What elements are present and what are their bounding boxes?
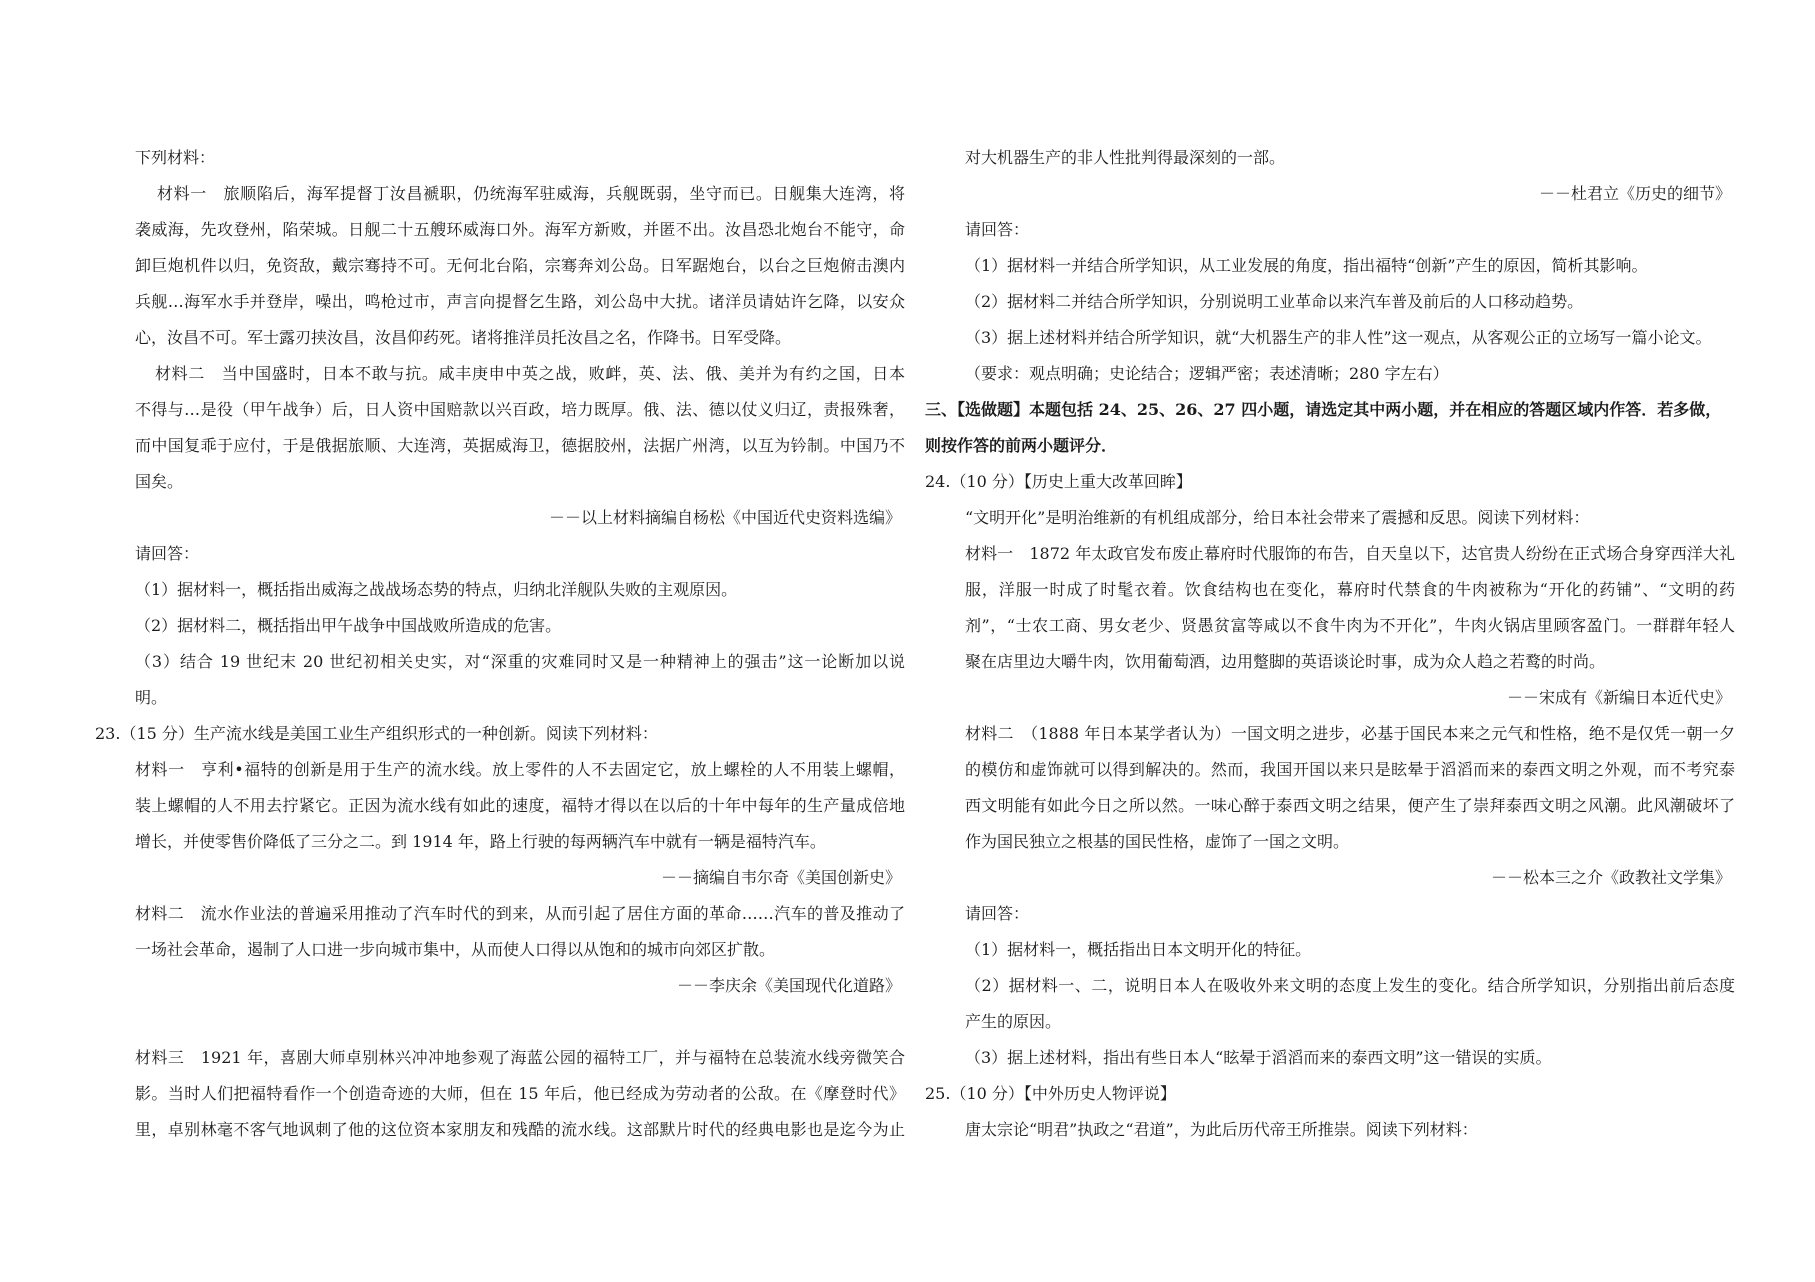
question-prompt: 请回答：: [965, 220, 1030, 239]
text-line: 一场社会革命，遏制了人口进一步向城市集中，从而使人口得以从饱和的城市向郊区扩散。: [135, 940, 776, 959]
spacer: [95, 1004, 905, 1040]
text-line: 兵舰…海军水手并登岸，噪出，鸣枪过市，声言向提督乞生路，刘公岛中大扰。诸洋员请姑许乞降，以安众: [135, 292, 905, 311]
question-2: （2）据材料二并结合所学知识，分别说明工业革命以来汽车普及前后的人口移动趋势。: [965, 292, 1584, 311]
text-line: 剂”，“士农工商、男女老少、贤愚贫富等咸以不食牛肉为不开化”，牛肉火锅店里顾客盈门。一群群年轻人: [965, 616, 1735, 635]
question-prompt: 请回答：: [135, 544, 200, 563]
question-24-heading: 24.（10 分）【历史上重大改革回眸】: [925, 472, 1192, 491]
question-23-heading: 23.（15 分）生产流水线是美国工业生产组织形式的一种创新。阅读下列材料：: [95, 724, 658, 743]
question-3: （3）结合 19 世纪末 20 世纪初相关史实，对“深重的灾难同时又是一种精神上的强击”这一论断加以说: [135, 652, 905, 671]
text-line: 西文明能有如此今日之所以然。一味心醉于泰西文明之结果，便产生了崇拜泰西文明之风潮。此风潮破坏了: [965, 796, 1735, 815]
source-citation: －－摘编自韦尔奇《美国创新史》: [660, 868, 901, 887]
material-1-line: 材料一 旅顺陷后，海军提督丁汝昌褫职，仍统海军驻威海，兵舰既弱，坐守而已。日舰集大连湾，将: [157, 184, 905, 203]
question-1: （1）据材料一，概括指出威海之战战场态势的特点，归纳北洋舰队失败的主观原因。: [135, 580, 738, 599]
text-line: 袭威海，先攻登州，陷荣城。日舰二十五艘环威海口外。海军方新败，并匿不出。汝昌恐北炮台不能守，命: [135, 220, 905, 239]
text-line: 不得与…是役（甲午战争）后，日人资中国赔款以兴百政，培力既厚。俄、法、德以仗义归辽，责报殊奢，: [135, 400, 905, 419]
essay-requirements: （要求：观点明确；史论结合；逻辑严密；表述清晰；280 字左右）: [965, 364, 1449, 383]
material-2-line: 材料二 流水作业法的普遍采用推动了汽车时代的到来，从而引起了居住方面的革命……汽车的普及推动了: [135, 904, 905, 923]
material-1-line: 材料一 1872 年太政官发布废止幕府时代服饰的布告，自天皇以下，达官贵人纷纷在正式场合身穿西洋大礼: [965, 544, 1735, 563]
text-line: 装上螺帽的人不用去拧紧它。正因为流水线有如此的速度，福特才得以在以后的十年中每年的生产量成倍地: [135, 796, 905, 815]
section-3-heading-cont: 则按作答的前两小题评分．: [925, 436, 1118, 455]
material-2-line: 材料二 （1888 年日本某学者认为）一国文明之进步，必基于国民本来之元气和性格，绝不是仅凭一朝一夕: [965, 724, 1735, 743]
question-2: （2）据材料一、二，说明日本人在吸收外来文明的态度上发生的变化。结合所学知识，分别指出前后态度: [965, 976, 1735, 995]
question-1: （1）据材料一，概括指出日本文明开化的特征。: [965, 940, 1312, 959]
text-line: 聚在店里边大嚼牛肉，饮用葡萄酒，边用蹩脚的英语谈论时事，成为众人趋之若鹜的时尚。: [965, 652, 1606, 671]
source-citation: －－松本三之介《政教社文学集》: [1490, 868, 1731, 887]
question-3: （3）据上述材料并结合所学知识，就“大机器生产的非人性”这一观点，从客观公正的立场写一篇小论文。: [965, 328, 1712, 347]
question-3: （3）据上述材料，指出有些日本人“眩晕于滔滔而来的泰西文明”这一错误的实质。: [965, 1048, 1552, 1067]
intro-line: 唐太宗论“明君”执政之“君道”，为此后历代帝王所推崇。阅读下列材料：: [965, 1120, 1478, 1139]
text-line: 产生的原因。: [965, 1012, 1062, 1031]
right-column: [925, 140, 1735, 1148]
question-25-heading: 25.（10 分）【中外历史人物评说】: [925, 1084, 1176, 1103]
text-line: 的模仿和虚饰就可以得到解决的。然而，我国开国以来只是眩晕于滔滔而来的泰西文明之外观，而不考究泰: [965, 760, 1735, 779]
text-line: 里，卓别林毫不客气地讽刺了他的这位资本家朋友和残酷的流水线。这部默片时代的经典电影也是迄今为止: [135, 1120, 905, 1139]
material-3-line: 材料三 1921 年，喜剧大师卓别林兴冲冲地参观了海蓝公园的福特工厂，并与福特在总装流水线旁微笑合: [135, 1048, 905, 1067]
text-line: 影。当时人们把福特看作一个创造奇迹的大师，但在 15 年后，他已经成为劳动者的公敌。在《摩登时代》: [135, 1084, 905, 1103]
text-line: 对大机器生产的非人性批判得最深刻的一部。: [965, 148, 1286, 167]
source-citation: －－李庆余《美国现代化道路》: [676, 976, 901, 995]
question-2: （2）据材料二，概括指出甲午战争中国战败所造成的危害。: [135, 616, 562, 635]
material-1-line: 材料一 亨利•福特的创新是用于生产的流水线。放上零件的人不去固定它，放上螺栓的人不用装上螺帽，: [135, 760, 905, 779]
text-line: 而中国复乖于应付，于是俄据旅顺、大连湾，英据威海卫，德据胶州，法据广州湾，以互为钤制。中国乃不: [135, 436, 905, 455]
intro-line: “文明开化”是明治维新的有机组成部分，给日本社会带来了震撼和反思。阅读下列材料：: [965, 508, 1590, 527]
question-prompt: 请回答：: [965, 904, 1030, 923]
source-citation: －－杜君立《历史的细节》: [1538, 184, 1731, 203]
text-line: 下列材料：: [135, 148, 216, 167]
text-line: 服，洋服一时成了时髦衣着。饮食结构也在变化，幕府时代禁食的牛肉被称为“开化的药铺”、“文明的药: [965, 580, 1735, 599]
question-1: （1）据材料一并结合所学知识，从工业发展的角度，指出福特“创新”产生的原因，简析其影响。: [965, 256, 1648, 275]
left-column: [95, 140, 905, 1148]
source-citation: －－宋成有《新编日本近代史》: [1506, 688, 1731, 707]
section-3-heading: 三、【选做题】本题包括 24、25、26、27 四小题，请选定其中两小题，并在相应的答题区域内作答．若多做，: [925, 400, 1722, 419]
material-2-line: 材料二 当中国盛时，日本不敢与抗。咸丰庚申中英之战，败衅，英、法、俄、美并为有约之国，日本: [155, 364, 905, 383]
text-line: 国矣。: [135, 472, 184, 491]
text-line: 心，汝昌不可。军士露刃挟汝昌，汝昌仰药死。诸将推洋员托汝昌之名，作降书。日军受降。: [135, 328, 792, 347]
text-line: 作为国民独立之根基的国民性格，虚饰了一国之文明。: [965, 832, 1350, 851]
source-citation: －－以上材料摘编自杨松《中国近代史资料选编》: [548, 508, 901, 527]
text-line: 增长，并使零售价降低了三分之二。到 1914 年，路上行驶的每两辆汽车中就有一辆是福特汽车。: [135, 832, 826, 851]
text-line: 明。: [135, 688, 168, 707]
text-line: 卸巨炮机件以归，免资敌，戴宗骞持不可。无何北台陷，宗骞奔刘公岛。日军踞炮台，以台之巨炮俯击澳内: [135, 256, 905, 275]
